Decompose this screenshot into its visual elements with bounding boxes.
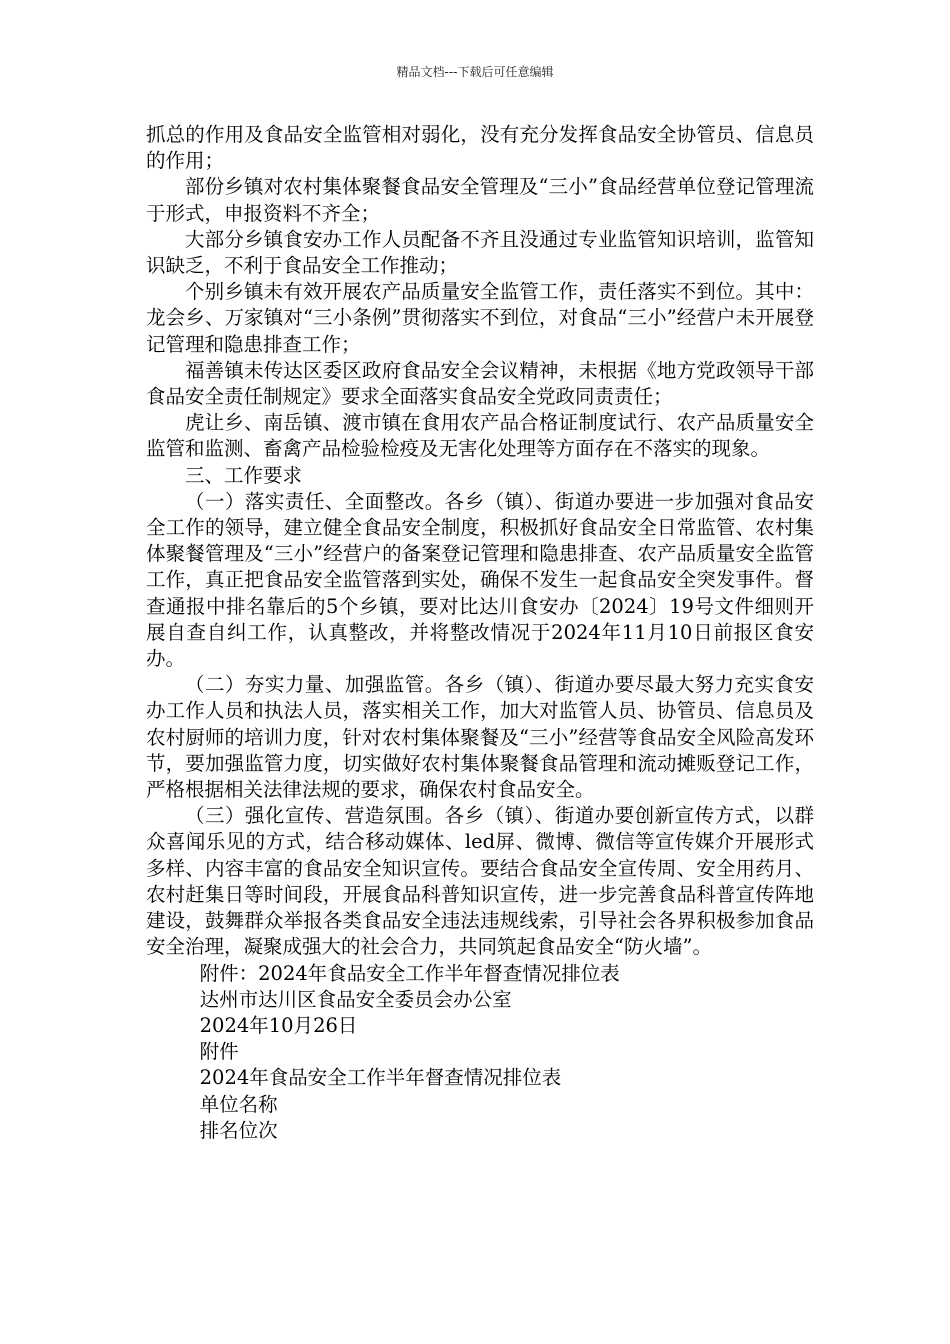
attachment-line: 附件：2024年食品安全工作半年督查情况排位表 [199, 961, 620, 985]
table-header-unit: 单位名称 [199, 1092, 278, 1116]
section-heading: 三、工作要求 [185, 463, 303, 487]
attachment-title: 2024年食品安全工作半年督查情况排位表 [199, 1066, 562, 1090]
paragraph-5: 福善镇未传达区委区政府食品安全会议精神，未根据《地方党政领导干部食品安全责任制规定》要求全面落实食品安全党政同责责任； [146, 358, 814, 409]
paragraph-2: 部份乡镇对农村集体聚餐食品安全管理及“三小”食品经营单位登记管理流于形式，申报资料不齐全； [146, 175, 814, 225]
table-header-rank: 排名位次 [199, 1118, 278, 1142]
page-header: 精品文档---下载后可任意编辑 [396, 65, 554, 79]
issuer-line: 达州市达川区食品安全委员会办公室 [199, 987, 512, 1011]
date-line: 2024年10月26日 [199, 1013, 358, 1037]
paragraph-3: 大部分乡镇食安办工作人员配备不齐且没通过专业监管知识培训，监管知识缺乏，不利于食品安全工作推动； [146, 227, 814, 278]
paragraph-1: 抓总的作用及食品安全监管相对弱化，没有充分发挥食品安全协管员、信息员的作用； [146, 123, 814, 173]
paragraph-4: 个别乡镇未有效开展农产品质量安全监管工作，责任落实不到位。其中：龙会乡、万家镇对“三小条例”贯彻落实不到位，对食品“三小”经营户未开展登记管理和隐患排查工作； [146, 280, 814, 356]
paragraph-requirement-1: （一）落实责任、全面整改。各乡（镇）、街道办要进一步加强对食品安全工作的领导，建立健全食品安全制度，积极抓好食品安全日常监管、农村集体聚餐管理及“三小”经营户的备案登记管理和隐患排查、农产品质量安全监管工作，真正把食品安全监管落到实处，确保不发生一起食品安全突发事件。督查通报中排名靠后的5个乡镇，要对比达川食安办〔2024〕19号文件细则开展自查自纠工作，认真整改，并将整改情况于2024年11月10日前报区食安办。 [146, 489, 814, 671]
attachment-heading: 附件 [199, 1040, 239, 1064]
paragraph-6: 虎让乡、南岳镇、渡市镇在食用农产品合格证制度试行、农产品质量安全监管和监测、畜禽产品检验检疫及无害化处理等方面存在不落实的现象。 [146, 411, 814, 461]
paragraph-requirement-2: （二）夯实力量、加强监管。各乡（镇）、街道办要尽最大努力充实食安办工作人员和执法人员，落实相关工作，加大对监管人员、协管员、信息员及农村厨师的培训力度，针对农村集体聚餐及“三小”经营等食品安全风险高发环节，要加强监管力度，切实做好农村集体聚餐食品管理和流动摊贩登记工作，严格根据相关法律法规的要求，确保农村食品安全。 [146, 673, 814, 802]
document-body [146, 122, 814, 1144]
paragraph-requirement-3: （三）强化宣传、营造氛围。各乡（镇）、街道办要创新宣传方式，以群众喜闻乐见的方式，结合移动媒体、led屏、微博、微信等宣传媒介开展形式多样、内容丰富的食品安全知识宣传。要结合食品安全宣传周、安全用药月、农村赶集日等时间段，开展食品科普知识宣传，进一步完善食品科普宣传阵地建设，鼓舞群众举报各类食品安全违法违规线索，引导社会各界积极参加食品安全治理，凝聚成强大的社会合力，共同筑起食品安全“防火墙”。 [146, 804, 814, 959]
